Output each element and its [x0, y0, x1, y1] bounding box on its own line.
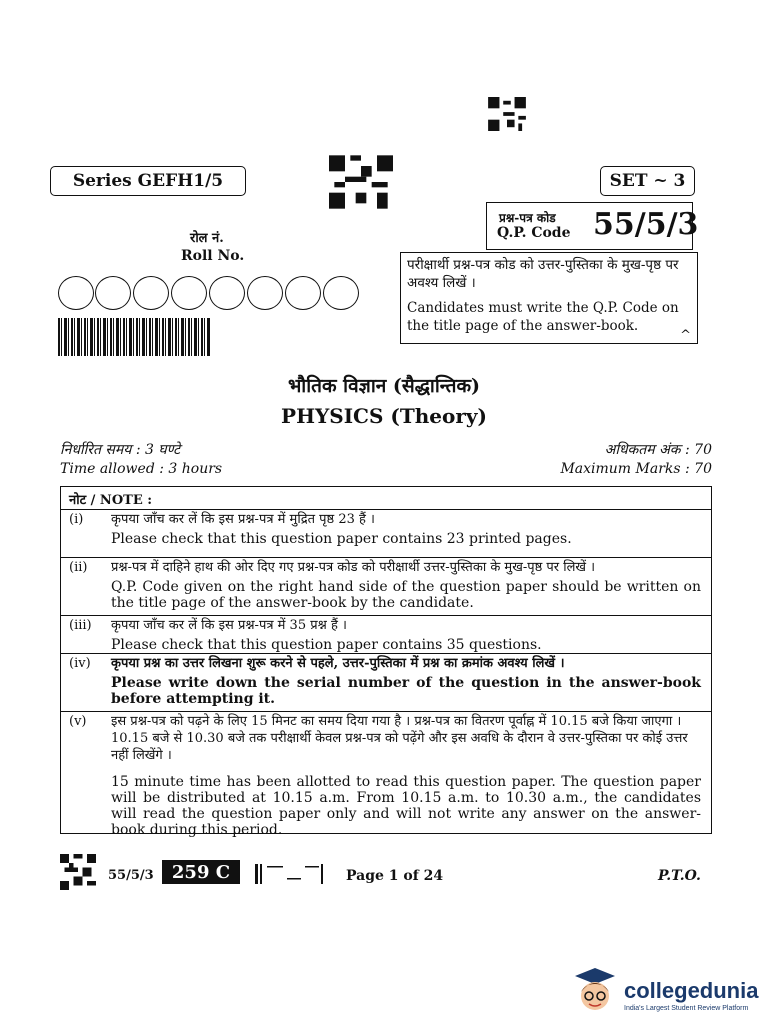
note-item — [61, 557, 711, 614]
note-item-number: (ii) — [69, 560, 88, 575]
caret-icon: ^ — [680, 328, 691, 343]
footer-code-badge: 259 C — [162, 860, 240, 884]
note-item — [61, 711, 711, 838]
note-item-hindi: प्रश्न-पत्र में दाहिने हाथ की ओर दिए गए प्रश्न-पत्र कोड को परीक्षार्थी उत्तर-पुस्तिका के मुख-पृष्ठ पर लिखें । — [111, 560, 596, 575]
roll-digit-box[interactable] — [95, 276, 131, 310]
note-item-number: (iv) — [69, 656, 91, 671]
instruction-hindi: परीक्षार्थी प्रश्न-पत्र कोड को उत्तर-पुस्तिका के मुख-पृष्ठ पर अवश्य लिखें । — [407, 257, 679, 291]
note-item — [61, 509, 711, 552]
roll-digit-box[interactable] — [133, 276, 169, 310]
max-marks-hindi: अधिकतम अंक : 70 — [604, 442, 712, 458]
roll-digit-box[interactable] — [285, 276, 321, 310]
note-item — [61, 615, 711, 656]
note-item-number: (i) — [69, 512, 84, 527]
note-item-hindi: इस प्रश्न-पत्र को पढ़ने के लिए 15 मिनट का समय दिया गया है । प्रश्न-पत्र का वितरण पूर्वाह्न में 10.15 बजे किया जाएगा । 10.15 बजे से 10.30 बजे तक परीक्षार्थी केवल प्रश्न-पत्र को पढ़ेंगे और इस अवधि के दौरान वे उत्तर-पुस्तिका पर कोई उत्तर नहीं लिखेंगे । — [111, 714, 688, 763]
instruction-english: Candidates must write the Q.P. Code on the title page of the answer-book. — [407, 300, 679, 334]
brand-logo: collegedunia — [624, 978, 759, 1003]
note-table — [60, 486, 712, 838]
qp-instruction-box — [400, 252, 698, 344]
roll-digit-box[interactable] — [323, 276, 359, 310]
roll-digit-box[interactable] — [58, 276, 94, 310]
pto-label: P.T.O. — [658, 868, 701, 884]
mascot-logo-icon — [571, 966, 619, 1016]
time-allowed-hindi: निर्धारित समय : 3 घण्टे — [60, 442, 181, 458]
note-item-hindi: कृपया जाँच कर लें कि इस प्रश्न-पत्र में मुद्रित पृष्ठ 23 हैं । — [111, 512, 375, 527]
footer-mark-icon — [255, 864, 325, 884]
qr-code-center-icon — [329, 154, 393, 210]
note-item-english: Q.P. Code given on the right hand side of the question paper should be written on the title page of the answer-book by the candidate. — [111, 579, 701, 611]
roll-label: Roll No. — [181, 248, 245, 264]
footer-qr-code-icon — [60, 854, 96, 890]
qp-code-box — [486, 202, 699, 250]
qp-code-value: 55/5/3 — [593, 207, 699, 242]
subject-title: PHYSICS (Theory) — [281, 404, 487, 428]
note-item-number: (iii) — [69, 618, 92, 633]
series-box: Series GEFH1/5 — [50, 166, 246, 196]
roll-label-hindi: रोल नं. — [190, 231, 224, 246]
note-item-hindi: कृपया जाँच कर लें कि इस प्रश्न-पत्र में 35 प्रश्न हैं । — [111, 618, 347, 633]
brand-tagline: India's Largest Student Review Platform — [624, 1005, 749, 1012]
note-item-english: Please check that this question paper contains 23 printed pages. — [111, 531, 572, 547]
set-box: SET ~ 3 — [600, 166, 695, 196]
note-item-english: Please check that this question paper contains 35 questions. — [111, 637, 542, 653]
note-heading: नोट / NOTE : — [69, 493, 153, 508]
subject-title-hindi: भौतिक विज्ञान (सैद्धान्तिक) — [287, 375, 481, 397]
time-allowed: Time allowed : 3 hours — [60, 461, 223, 477]
qr-code-top-icon — [487, 97, 527, 131]
roll-digit-box[interactable] — [247, 276, 283, 310]
footer-qp-code: 55/5/3 — [108, 868, 154, 883]
note-item — [61, 653, 711, 712]
qp-code-label: Q.P. Code — [497, 225, 571, 241]
page-number: Page 1 of 24 — [346, 868, 444, 884]
max-marks: Maximum Marks : 70 — [560, 461, 712, 477]
barcode-icon — [58, 318, 210, 356]
note-item-english: Please write down the serial number of the question in the answer-book before attempting it. — [111, 675, 701, 707]
note-item-number: (v) — [69, 714, 87, 729]
roll-digit-box[interactable] — [171, 276, 207, 310]
note-item-hindi: कृपया प्रश्न का उत्तर लिखना शुरू करने से पहले, उत्तर-पुस्तिका में प्रश्न का क्रमांक अवश्य लिखें । — [111, 656, 565, 671]
qp-code-label-hindi: प्रश्न-पत्र कोड — [499, 211, 556, 225]
roll-digit-box[interactable] — [209, 276, 245, 310]
note-item-english: 15 minute time has been allotted to read this question paper. The question paper will be distributed at 10.15 a.m. From 10.15 a.m. to 10.30 a.m., the candidates will read the question paper only and will not write any answer on the answer-book during this period. — [111, 774, 701, 838]
